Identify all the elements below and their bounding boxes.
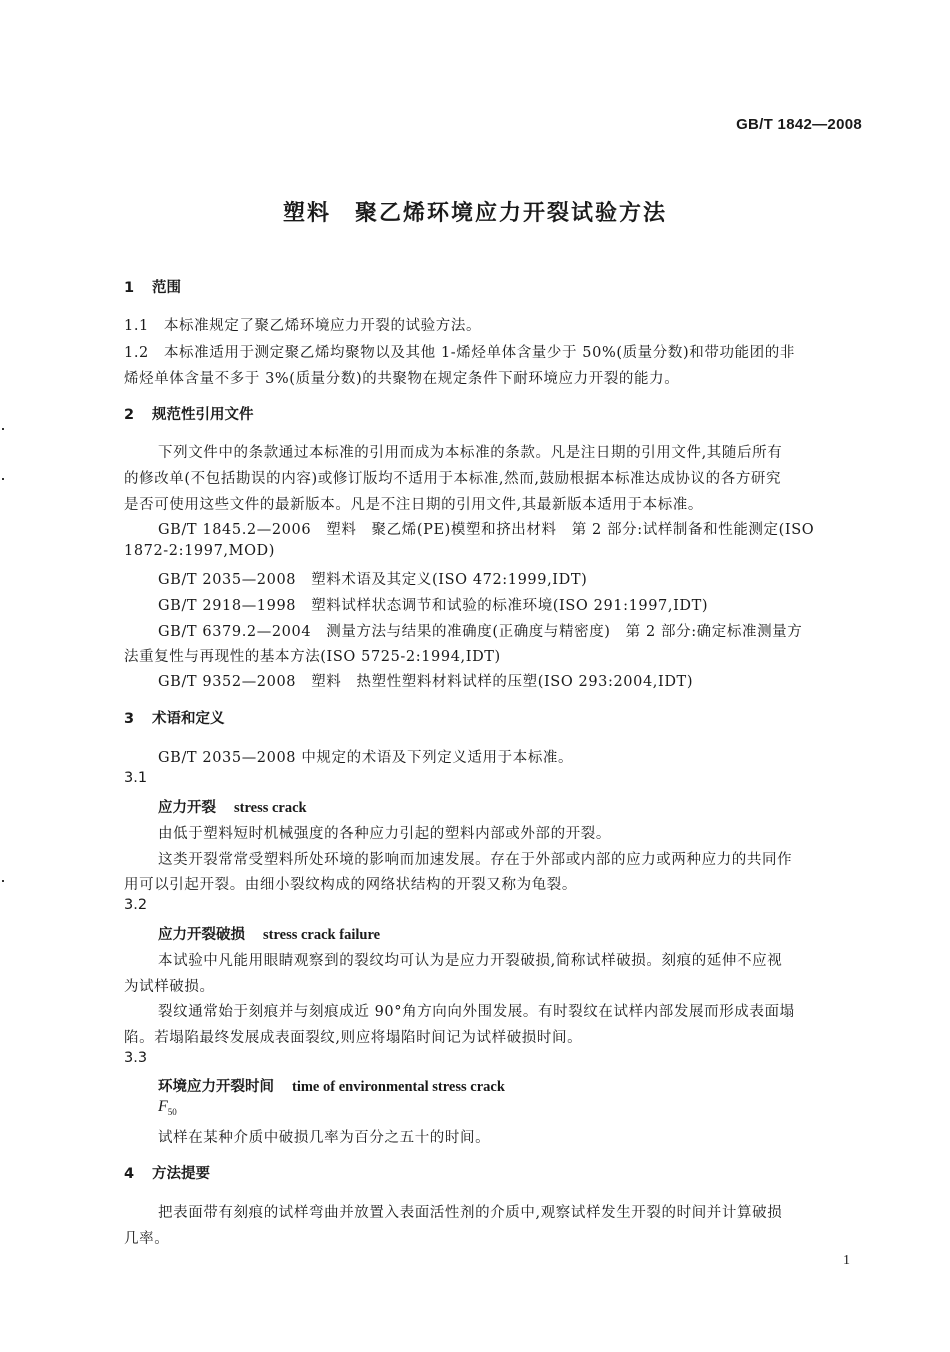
clause-3-3-number: 3.3 bbox=[124, 1050, 148, 1066]
title-part1: 塑料 bbox=[282, 201, 331, 226]
section-1-heading bbox=[124, 276, 181, 297]
term-zh: 应力开裂破损 bbox=[158, 927, 245, 943]
standard-code: GB/T 1842—2008 bbox=[736, 116, 862, 133]
reference-4-line1: GB/T 6379.2—2004 测量方法与结果的准确度(正确度与精密度) 第 2 部分:确定标准测量方 bbox=[158, 624, 803, 640]
term-3-2-note-line1: 裂纹通常始于刻痕并与刻痕成近 90°角方向向外围发展。有时裂纹在试样内部发展而形成表面塌 bbox=[158, 1004, 795, 1020]
term-en: stress crack failure bbox=[263, 927, 381, 943]
term-en: stress crack bbox=[234, 800, 307, 816]
term-zh: 环境应力开裂时间 bbox=[158, 1079, 274, 1095]
page-title bbox=[0, 196, 950, 227]
term-3-2-definition-line1: 本试验中凡能用眼睛观察到的裂纹均可认为是应力开裂破损,简称试样破损。刻痕的延伸不应视 bbox=[158, 953, 783, 969]
section-number: 4 bbox=[124, 1166, 135, 1182]
reference-1-line1: GB/T 1845.2—2006 塑料 聚乙烯(PE)模塑和挤出材料 第 2 部分:试样制备和性能测定(ISO bbox=[158, 522, 815, 538]
term-3-2 bbox=[158, 923, 380, 944]
page-number: 1 bbox=[843, 1253, 850, 1268]
section-3-heading bbox=[124, 707, 225, 728]
section-number: 1 bbox=[124, 280, 135, 296]
section-title: 规范性引用文件 bbox=[152, 407, 254, 423]
section-number: 2 bbox=[124, 407, 135, 423]
term-zh: 应力开裂 bbox=[158, 800, 216, 816]
term-3-3-symbol bbox=[158, 1098, 177, 1117]
s2-intro-line1: 下列文件中的条款通过本标准的引用而成为本标准的条款。凡是注日期的引用文件,其随后所有 bbox=[158, 445, 783, 461]
symbol-subscript: 50 bbox=[167, 1107, 177, 1118]
reference-4-line2: 法重复性与再现性的基本方法(ISO 5725-2:1994,IDT) bbox=[124, 649, 501, 665]
clause-1-1: 1.1 本标准规定了聚乙烯环境应力开裂的试验方法。 bbox=[124, 318, 482, 334]
s4-line1: 把表面带有刻痕的试样弯曲并放置入表面活性剂的介质中,观察试样发生开裂的时间并计算破损 bbox=[158, 1205, 783, 1221]
term-3-1 bbox=[158, 796, 307, 817]
section-title: 方法提要 bbox=[152, 1166, 210, 1182]
reference-3: GB/T 2918—1998 塑料试样状态调节和试验的标准环境(ISO 291:1997,IDT) bbox=[158, 598, 709, 614]
clause-1-2-line2: 烯烃单体含量不多于 3%(质量分数)的共聚物在规定条件下耐环境应力开裂的能力。 bbox=[124, 371, 680, 387]
scan-artifact-dot bbox=[2, 478, 4, 480]
term-3-3-definition: 试样在某种介质中破损几率为百分之五十的时间。 bbox=[158, 1130, 491, 1146]
clause-3-2-number: 3.2 bbox=[124, 897, 148, 913]
clause-1-2-line1: 1.2 本标准适用于测定聚乙烯均聚物以及其他 1-烯烃单体含量少于 50%(质量分数)和带功能团的非 bbox=[124, 345, 795, 361]
section-title: 术语和定义 bbox=[152, 711, 225, 727]
reference-5: GB/T 9352—2008 塑料 热塑性塑料材料试样的压塑(ISO 293:2004,IDT) bbox=[158, 674, 694, 690]
term-3-1-note-line2: 用可以引起开裂。由细小裂纹构成的网络状结构的开裂又称为龟裂。 bbox=[124, 877, 577, 893]
symbol-letter: F bbox=[158, 1098, 168, 1115]
reference-1-line2: 1872-2:1997,MOD) bbox=[124, 543, 276, 559]
term-3-3 bbox=[158, 1075, 505, 1096]
clause-3-1-number: 3.1 bbox=[124, 770, 148, 786]
section-2-heading bbox=[124, 403, 254, 424]
reference-2: GB/T 2035—2008 塑料术语及其定义(ISO 472:1999,IDT) bbox=[158, 572, 588, 588]
scan-artifact-dot bbox=[2, 880, 4, 882]
s3-intro: GB/T 2035—2008 中规定的术语及下列定义适用于本标准。 bbox=[158, 750, 574, 766]
title-part2: 聚乙烯环境应力开裂试验方法 bbox=[355, 201, 668, 226]
s2-intro-line3: 是否可使用这些文件的最新版本。凡是不注日期的引用文件,其最新版本适用于本标准。 bbox=[124, 497, 704, 513]
s2-intro-line2: 的修改单(不包括勘误的内容)或修订版均不适用于本标准,然而,鼓励根据本标准达成协议的各方研究 bbox=[124, 471, 782, 487]
scan-artifact-dot bbox=[2, 428, 4, 430]
term-3-2-definition-line2: 为试样破损。 bbox=[124, 979, 215, 995]
term-en: time of environmental stress crack bbox=[292, 1079, 505, 1095]
section-4-heading bbox=[124, 1162, 210, 1183]
term-3-1-note-line1: 这类开裂常常受塑料所处环境的影响而加速发展。存在于外部或内部的应力或两种应力的共同作 bbox=[158, 852, 793, 868]
section-number: 3 bbox=[124, 711, 135, 727]
s4-line2: 几率。 bbox=[124, 1231, 170, 1247]
section-title: 范围 bbox=[152, 280, 181, 296]
term-3-2-note-line2: 陷。若塌陷最终发展成表面裂纹,则应将塌陷时间记为试样破损时间。 bbox=[124, 1030, 583, 1046]
term-3-1-definition: 由低于塑料短时机械强度的各种应力引起的塑料内部或外部的开裂。 bbox=[158, 826, 611, 842]
